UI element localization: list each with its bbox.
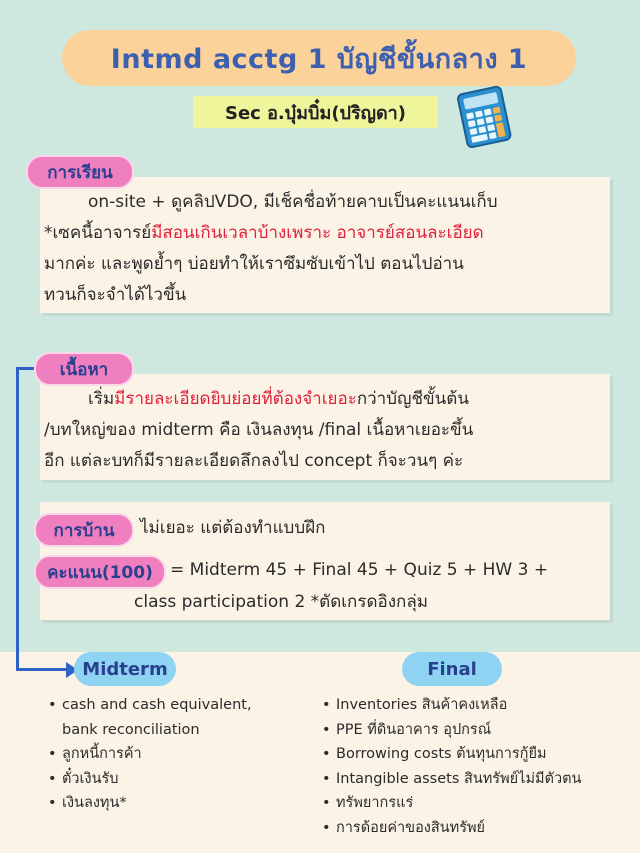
calculator-icon — [452, 84, 516, 148]
final-list — [322, 693, 638, 840]
learning-line-2a: *เซคนี้อาจารย์ — [44, 223, 152, 243]
list-item: • Inventories สินค้าคงเหลือ — [322, 693, 638, 718]
content-line-2: /บทใหญ่ของ midterm คือ เงินลงทุน /final เนื้อหาเยอะขึ้น — [44, 420, 474, 440]
subtitle: Sec อ.บุ๋มบิ๋ม(ปริญดา) — [193, 96, 438, 128]
list-item: bank reconciliation — [62, 721, 200, 738]
final-tag: Final — [402, 652, 502, 686]
learning-line-1: on-site + ดูคลิปVDO, มีเช็คชื่อท้ายคาบเป็นคะแนนเก็บ — [88, 192, 498, 212]
content-tag: เนื้อหา — [34, 352, 134, 386]
content-line-1 — [44, 384, 608, 415]
score-line-2: class participation 2 *ตัดเกรดอิงกลุ่ม — [134, 592, 428, 612]
list-item: • cash and cash equivalent, — [48, 693, 308, 718]
content-line-3: อีก แต่ละบทก็มีรายละเอียดลึกลงไป concept ก็จะวนๆ ค่ะ — [44, 451, 464, 471]
content-line-1a: เริ่ม — [88, 389, 115, 409]
learning-tag: การเรียน — [26, 155, 134, 189]
list-item: • การด้อยค่าของสินทรัพย์ — [322, 816, 638, 841]
connector-line — [16, 367, 19, 670]
learning-highlight: มีสอนเกินเวลาบ้างเพราะ อาจารย์สอนละเอียด — [151, 223, 484, 243]
score-line-1: = Midterm 45 + Final 45 + Quiz 5 + HW 3 + — [170, 560, 549, 580]
list-item: • เงินลงทุน* — [48, 791, 308, 816]
connector-line-bottom — [16, 668, 72, 671]
list-item: • PPE ที่ดินอาคาร อุปกรณ์ — [322, 718, 638, 743]
content-text — [44, 384, 608, 477]
learning-line-3: มากค่ะ และพูดย้ำๆ บ่อยทำให้เราซึมซับเข้าไป ตอนไปอ่าน — [44, 254, 464, 274]
learning-line-2 — [44, 218, 608, 249]
learning-text — [44, 187, 608, 311]
midterm-tag: Midterm — [74, 652, 176, 686]
content-highlight: มีรายละเอียดยิบย่อยที่ต้องจำเยอะ — [114, 389, 357, 409]
list-item: • Intangible assets สินทรัพย์ไม่มีตัวตน — [322, 767, 638, 792]
list-item: • Borrowing costs ต้นทุนการกู้ยืม — [322, 742, 638, 767]
score-tag: คะแนน(100) — [34, 555, 166, 589]
homework-text: ไม่เยอะ แต่ต้องทำแบบฝึก — [140, 518, 326, 538]
list-item: • ลูกหนี้การค้า — [48, 742, 308, 767]
list-item: • ตั๋วเงินรับ — [48, 767, 308, 792]
page-title: Intmd acctg 1 บัญชีขั้นกลาง 1 — [62, 30, 576, 86]
homework-tag: การบ้าน — [34, 513, 134, 547]
learning-line-4: ทวนก็จะจำได้ไวขึ้น — [44, 285, 187, 305]
content-line-1c: กว่าบัญชีขั้นต้น — [356, 389, 469, 409]
list-item: • ทรัพยากรแร่ — [322, 791, 638, 816]
midterm-list — [48, 693, 308, 816]
